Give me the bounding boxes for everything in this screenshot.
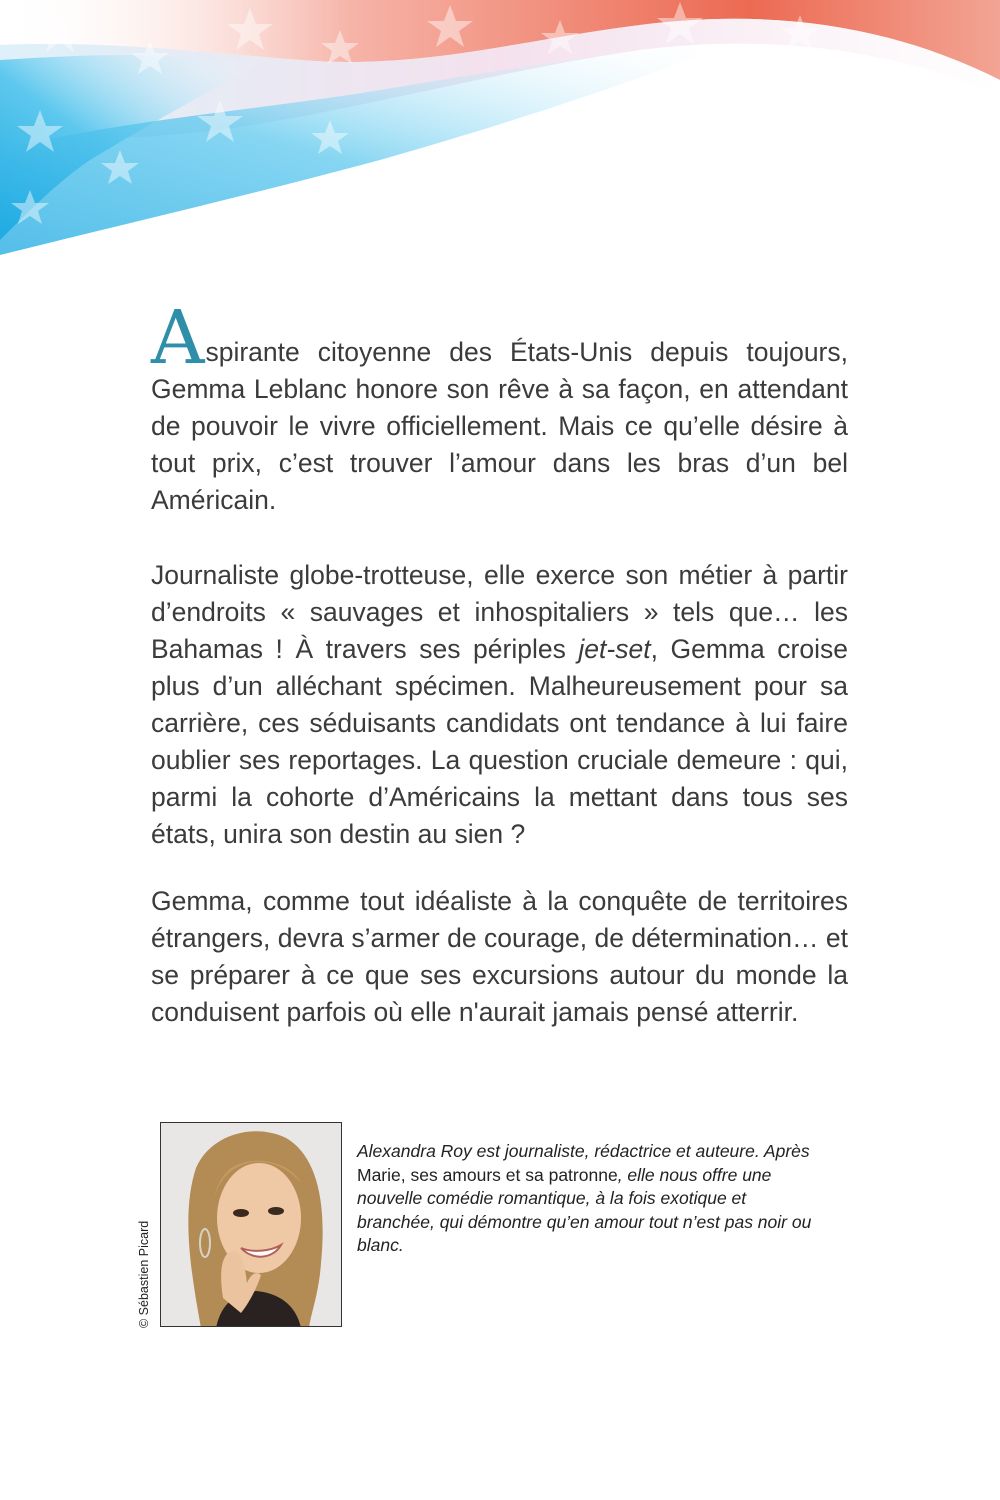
blurb-paragraph-2-text-b: , Gemma croise plus d’un alléchant spécimen. Malheureusement pour sa carrière, ces séduisants candidats ont tendance à lui faire oublier ses reportages. La question cruciale demeure : qui, parmi la cohorte d’Américains la mettant dans tous ses états, unira son destin au sien ? [151,634,848,849]
drop-cap: A [151,295,205,381]
flag-wave-banner [0,0,1000,270]
author-photo [160,1122,342,1327]
photo-credit: © Sébastien Picard [137,1220,151,1328]
author-bio-book-title: Marie, ses amours et sa patronne [357,1164,618,1185]
author-bio-text-b: , elle nous offre une nouvelle comédie romantique, à la fois exotique et branchée, qui démontre qu’en amour tout n’est pas noir ou blanc. [357,1164,812,1255]
blurb-paragraph-1 [151,295,848,519]
author-bio [357,1140,827,1258]
blurb-paragraph-1-text: spirante citoyenne des États-Unis depuis toujours, Gemma Leblanc honore son rêve à sa façon, en attendant de pouvoir le vivre officiellement. Mais ce qu’elle désire à tout prix, c’est trouver l’amour dans les bras d’un bel Américain. [151,337,848,515]
blurb-paragraph-3: Gemma, comme tout idéaliste à la conquête de territoires étrangers, devra s’armer de courage, de détermination… et se préparer à ce que ses excursions autour du monde la conduisent parfois où elle n'aurait jamais pensé atterrir. [151,886,848,1027]
blurb-paragraph-2-text-a: Journaliste globe-trotteuse, elle exerce son métier à partir d’endroits « sauvages et inhospitaliers » tels que… les Bahamas ! À travers ses périples [151,560,848,664]
blurb-paragraph-2 [151,557,848,853]
blurb-paragraph-2-italic: jet-set [578,634,651,664]
author-portrait [161,1123,342,1327]
author-bio-text-a: Alexandra Roy est journaliste, rédactrice et auteure. Après [357,1141,810,1161]
